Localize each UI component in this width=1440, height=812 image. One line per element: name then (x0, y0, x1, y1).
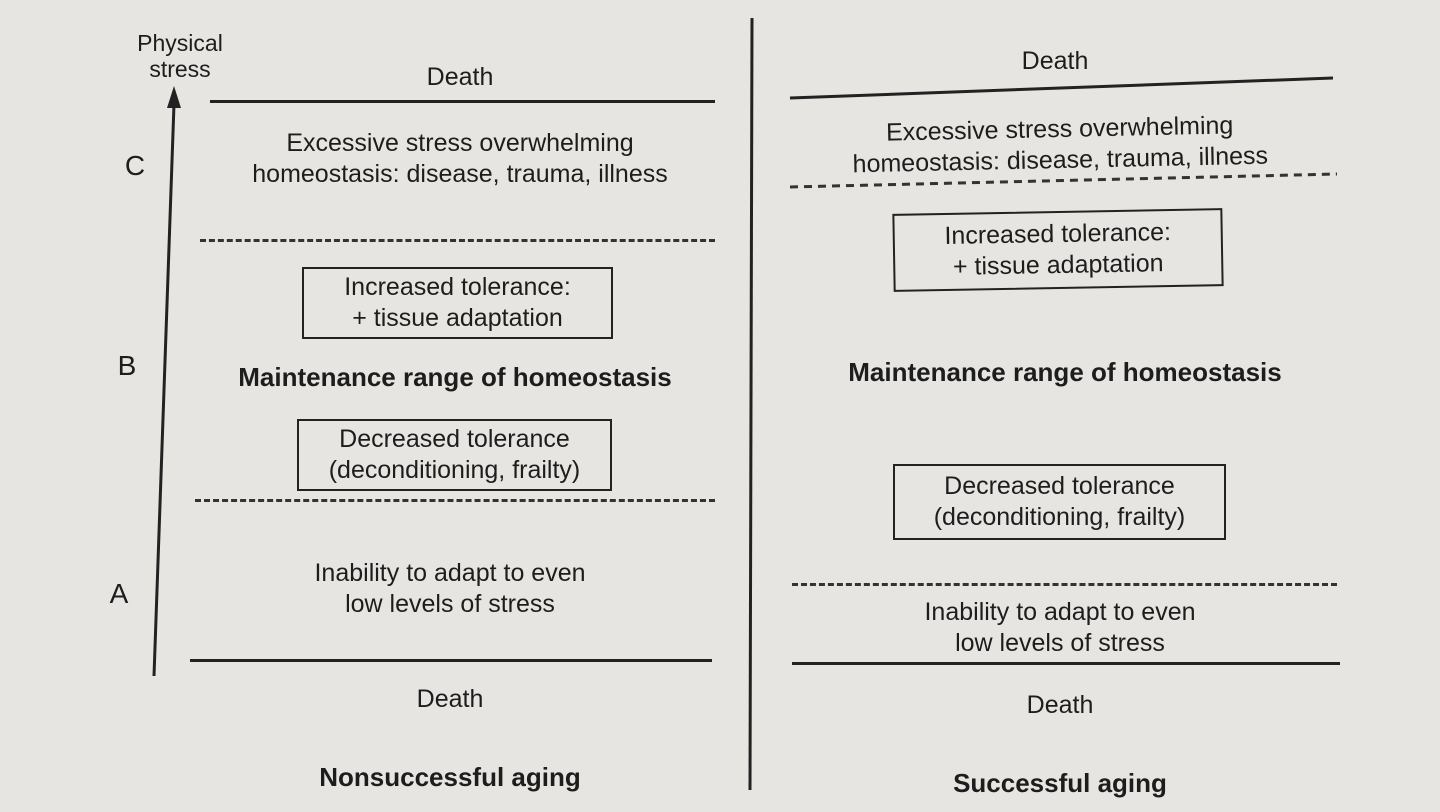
right-lower-dashed-line (792, 583, 1337, 586)
right-increased-line2: + tissue adaptation (952, 249, 1164, 281)
right-increased-line1: Increased tolerance: (944, 218, 1172, 250)
right-increased-tolerance-box (892, 208, 1223, 292)
left-maintenance-range-label: Maintenance range of homeostasis (238, 362, 672, 392)
left-caption: Nonsuccessful aging (319, 762, 581, 792)
axis-label-line1: Physical (137, 30, 223, 56)
right-excessive-line2: homeostasis: disease, trauma, illness (852, 141, 1269, 179)
level-a-label: A (109, 578, 129, 609)
right-bottom-death-line (792, 662, 1340, 665)
left-decreased-line2: (deconditioning, frailty) (328, 456, 581, 484)
left-increased-line2: + tissue adaptation (352, 304, 563, 332)
axis-label-line2: stress (149, 56, 211, 82)
right-decreased-line2: (deconditioning, frailty) (933, 503, 1186, 531)
right-decreased-line1: Decreased tolerance (944, 472, 1175, 500)
right-inability-line2: low levels of stress (955, 629, 1165, 657)
right-caption: Successful aging (953, 768, 1167, 798)
level-c-label: C (124, 150, 146, 181)
right-decreased-tolerance-box (893, 464, 1226, 540)
right-maintenance-range-label: Maintenance range of homeostasis (848, 357, 1282, 387)
right-inability-text (840, 597, 1280, 659)
left-excessive-line2: homeostasis: disease, trauma, illness (252, 160, 668, 188)
left-bottom-death-label: Death (416, 685, 484, 713)
left-excessive-line1: Excessive stress overwhelming (286, 129, 634, 157)
right-top-death-label: Death (1021, 47, 1089, 75)
left-inability-line2: low levels of stress (345, 590, 555, 618)
right-excessive-line1: Excessive stress overwhelming (885, 111, 1234, 147)
left-decreased-line1: Decreased tolerance (339, 425, 570, 453)
right-bottom-death-label: Death (1026, 691, 1094, 719)
right-inability-line1: Inability to adapt to even (924, 598, 1196, 626)
left-increased-line1: Increased tolerance: (344, 273, 571, 301)
left-inability-line1: Inability to adapt to even (314, 559, 586, 587)
left-top-death-label: Death (426, 63, 494, 91)
level-b-label: B (117, 350, 137, 381)
